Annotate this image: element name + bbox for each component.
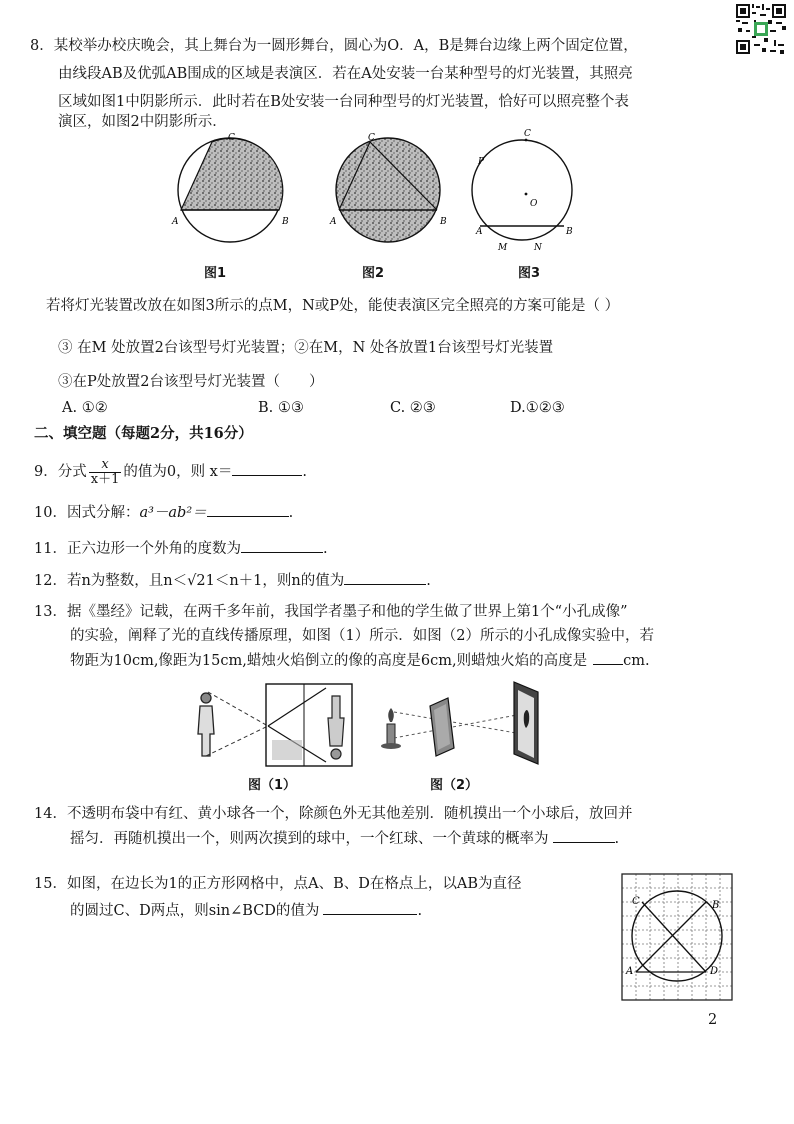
q12-answer-blank[interactable] (344, 570, 426, 585)
q15-label-a: A (626, 966, 634, 977)
q8-fig3-caption: 图3 (518, 266, 541, 281)
fig1-label-c: C (228, 133, 235, 143)
q15-line-1: 15．如图，在边长为1的正方形网格中，点A、B、D在格点上，以AB为直径 (34, 876, 522, 892)
q8-figure-3 (466, 129, 586, 257)
q9-answer-blank[interactable] (232, 461, 302, 476)
q9-suffix: 的值为0，则 x＝ (123, 464, 233, 480)
q13-line-3 (70, 650, 650, 671)
q8-figure-2 (318, 132, 458, 257)
q15-end: . (417, 903, 423, 919)
q8-line-2: 由线段AB及优弧AB围成的区域是表演区．若在A处安装一台某种型号的灯光装置，其照亮 (58, 66, 633, 82)
q14-answer-blank[interactable] (553, 828, 615, 843)
q8-fig2-caption: 图2 (362, 266, 385, 281)
q9-numerator: x (89, 458, 122, 473)
q10-expression: a³－ab²＝ (139, 505, 207, 521)
q8-line-1: 8．某校举办校庆晚会，其上舞台为一圆形舞台，圆心为O．A，B是舞台边缘上两个固定位置， (30, 38, 638, 54)
q13-figure-2 (378, 678, 558, 768)
q13-line-3-text: 物距为10cm,像距为15cm,蜡烛火焰倒立的像的高度是6cm,则蜡烛火焰的高度是 (70, 653, 588, 669)
q8-question: 若将灯光装置改放在如图3所示的点M，N或P处，能使表演区完全照亮的方案可能是（ ） (46, 298, 620, 314)
fig1-label-a: A (172, 217, 179, 227)
q15-line-2-text: 的圆过C、D两点，则sin∠BCD的值为 (70, 903, 320, 919)
fig2-label-b: B (440, 217, 447, 227)
q9-denominator: x＋1 (90, 471, 120, 487)
fig1-label-b: B (282, 217, 289, 227)
fig2-label-a: A (330, 217, 337, 227)
q8-choice-b: B. ①③ (258, 400, 304, 416)
q11-text: 11．正六边形一个外角的度数为 (34, 541, 241, 557)
q8-line-4: 演区，如图2中阴影所示． (58, 114, 227, 130)
q15-label-d: D (710, 966, 719, 977)
q15-answer-blank[interactable] (323, 900, 417, 915)
qr-code (736, 4, 786, 54)
q12 (34, 570, 431, 591)
q8-choice-a: A. ①② (62, 400, 108, 416)
fig3-label-a: A (476, 227, 483, 237)
q13-answer-blank[interactable] (593, 650, 623, 665)
q10 (34, 502, 293, 523)
q8-options-line-2: ③在P处放置2台该型号灯光装置（ ） (58, 374, 324, 390)
q9-end: . (302, 464, 307, 480)
fig2-label-c: C (368, 133, 375, 143)
fig3-label-p: P (478, 157, 485, 167)
q8-choice-c: C. ②③ (390, 400, 436, 416)
q8-line-3: 区域如图1中阴影所示．此时若在B处安装一台同种型号的灯光装置，恰好可以照亮整个表 (58, 94, 629, 110)
q15-label-b: B (712, 900, 720, 911)
q11-end: . (322, 541, 328, 557)
fig3-label-o: O (530, 199, 538, 209)
q10-answer-blank[interactable] (207, 502, 289, 517)
page-number: 2 (708, 1012, 718, 1028)
q9-prefix: 9．分式 (34, 464, 87, 480)
fig3-label-m: M (498, 243, 508, 253)
q13-unit: cm. (623, 653, 650, 669)
q13-fig2-caption: 图（2） (430, 778, 479, 793)
q15-label-c: C (632, 896, 640, 907)
fig3-label-b: B (566, 227, 573, 237)
q8-options-line-1: ③ 在M 处放置2台该型号灯光装置；②在M，N 处各放置1台该型号灯光装置 (58, 340, 554, 356)
q15-grid-figure (622, 874, 732, 1000)
q14-line-1: 14．不透明布袋中有红、黄小球各一个，除颜色外无其他差别．随机摸出一个小球后，放回并 (34, 806, 633, 822)
fig3-label-c: C (524, 129, 531, 139)
q14-line-2 (70, 828, 619, 849)
q14-end: . (614, 831, 620, 847)
q13-figure-1 (186, 684, 356, 769)
q9 (34, 452, 307, 492)
q8-figure-1 (160, 132, 300, 257)
q13-fig1-caption: 图（1） (248, 778, 297, 793)
q15-line-2 (70, 900, 422, 921)
q14-line-2-text: 摇匀．再随机摸出一个，则两次摸到的球中，一个红球、一个黄球的概率为 (70, 831, 549, 847)
q8-fig1-caption: 图1 (204, 266, 227, 281)
section-heading-fill-in: 二、填空题（每题2分，共16分） (34, 425, 253, 442)
q8-choice-d: D.①②③ (510, 400, 565, 416)
q13-line-1: 13．据《墨经》记载，在两千多年前，我国学者墨子和他的学生做了世界上第1个“小孔成像” (34, 604, 628, 620)
q12-end: . (426, 573, 431, 589)
q13-line-2: 的实验，阐释了光的直线传播原理，如图（1）所示．如图（2）所示的小孔成像实验中，若 (70, 628, 654, 644)
q12-text: 12．若n为整数，且n＜√21＜n＋1，则n的值为 (34, 573, 345, 589)
fig3-label-n: N (534, 243, 542, 253)
q9-fraction (89, 458, 122, 487)
q11 (34, 538, 328, 559)
q10-end: . (288, 505, 294, 521)
q10-prefix: 10．因式分解： (34, 505, 140, 521)
q11-answer-blank[interactable] (241, 538, 323, 553)
